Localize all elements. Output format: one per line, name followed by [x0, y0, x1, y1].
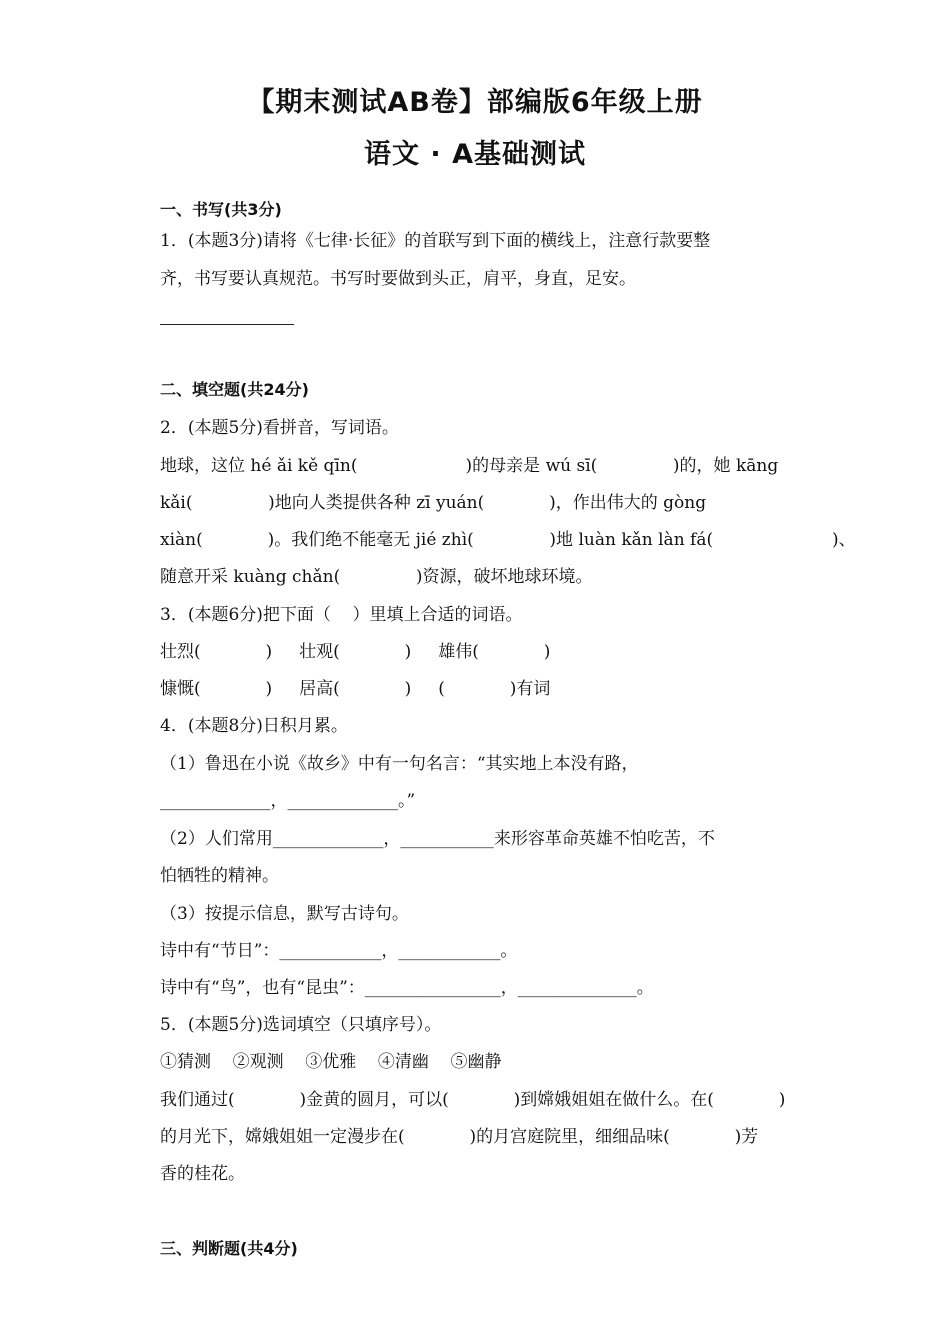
- question-3-prompt: 3．(本题6分)把下面（ ）里填上合适的词语。: [160, 605, 523, 625]
- question-5-line-1: 我们通过( )金黄的圆月，可以( )到嫦娥姐姐在做什么。在( ): [160, 1090, 786, 1110]
- question-5-options: ①猜测 ②观测 ③优雅 ④清幽 ⑤幽静: [160, 1052, 502, 1072]
- question-3-row-1: 壮烈( ) 壮观( ) 雄伟( ): [160, 642, 551, 662]
- answer-line-q1: [160, 324, 294, 325]
- question-5-line-2: 的月光下，嫦娥姐姐一定漫步在( )的月宫庭院里，细细品味( )芳: [160, 1127, 759, 1147]
- question-2-prompt: 2．(本题5分)看拼音，写词语。: [160, 418, 399, 438]
- section-2-heading: 二、填空题(共24分): [160, 380, 309, 399]
- question-1-line-1: 1．(本题3分)请将《七律·长征》的首联写到下面的横线上，注意行款要整: [160, 231, 711, 251]
- question-2-line-2: kǎi( )地向人类提供各种 zī yuán( )，作出伟大的 gòng: [160, 493, 707, 513]
- question-4-1-line-1: （1）鲁迅在小说《故乡》中有一句名言：“其实地上本没有路，: [160, 754, 639, 774]
- question-2-line-1: 地球，这位 hé ǎi kě qīn( )的母亲是 wú sī( )的，她 kāng: [160, 456, 779, 476]
- section-1-heading: 一、书写(共3分): [160, 200, 282, 219]
- question-3-row-2: 慷慨( ) 居高( ) ( )有词: [160, 679, 551, 699]
- question-4-2-line-2: 怕牺牲的精神。: [160, 866, 279, 886]
- question-4-3-line-2: 诗中有“鸟”，也有“昆虫”：________________，______________。: [160, 978, 654, 998]
- question-4-1-line-2: _____________，_____________。”: [160, 791, 416, 811]
- question-5-prompt: 5．(本题5分)选词填空（只填序号）。: [160, 1015, 442, 1035]
- question-2-line-3: xiàn( )。我们绝不能毫无 jié zhì( )地 luàn kǎn làn fá( )、: [160, 530, 856, 550]
- question-4-3-line-1: 诗中有“节日”：____________，____________。: [160, 941, 518, 961]
- exam-title: 【期末测试AB卷】部编版6年级上册: [247, 87, 703, 118]
- section-3-heading: 三、判断题(共4分): [160, 1239, 298, 1258]
- question-4-2-line-1: （2）人们常用_____________，___________来形容革命英雄不怕吃苦，不: [160, 829, 715, 849]
- question-4-prompt: 4．(本题8分)日积月累。: [160, 716, 348, 736]
- question-1-line-2: 齐，书写要认真规范。书写时要做到头正，肩平，身直，足安。: [160, 269, 636, 289]
- exam-subtitle: 语文 · A基础测试: [364, 139, 586, 170]
- question-5-line-3: 香的桂花。: [160, 1164, 245, 1184]
- question-4-3-prompt: （3）按提示信息，默写古诗句。: [160, 904, 409, 924]
- question-2-line-4: 随意开采 kuàng chǎn( )资源，破坏地球环境。: [160, 567, 593, 587]
